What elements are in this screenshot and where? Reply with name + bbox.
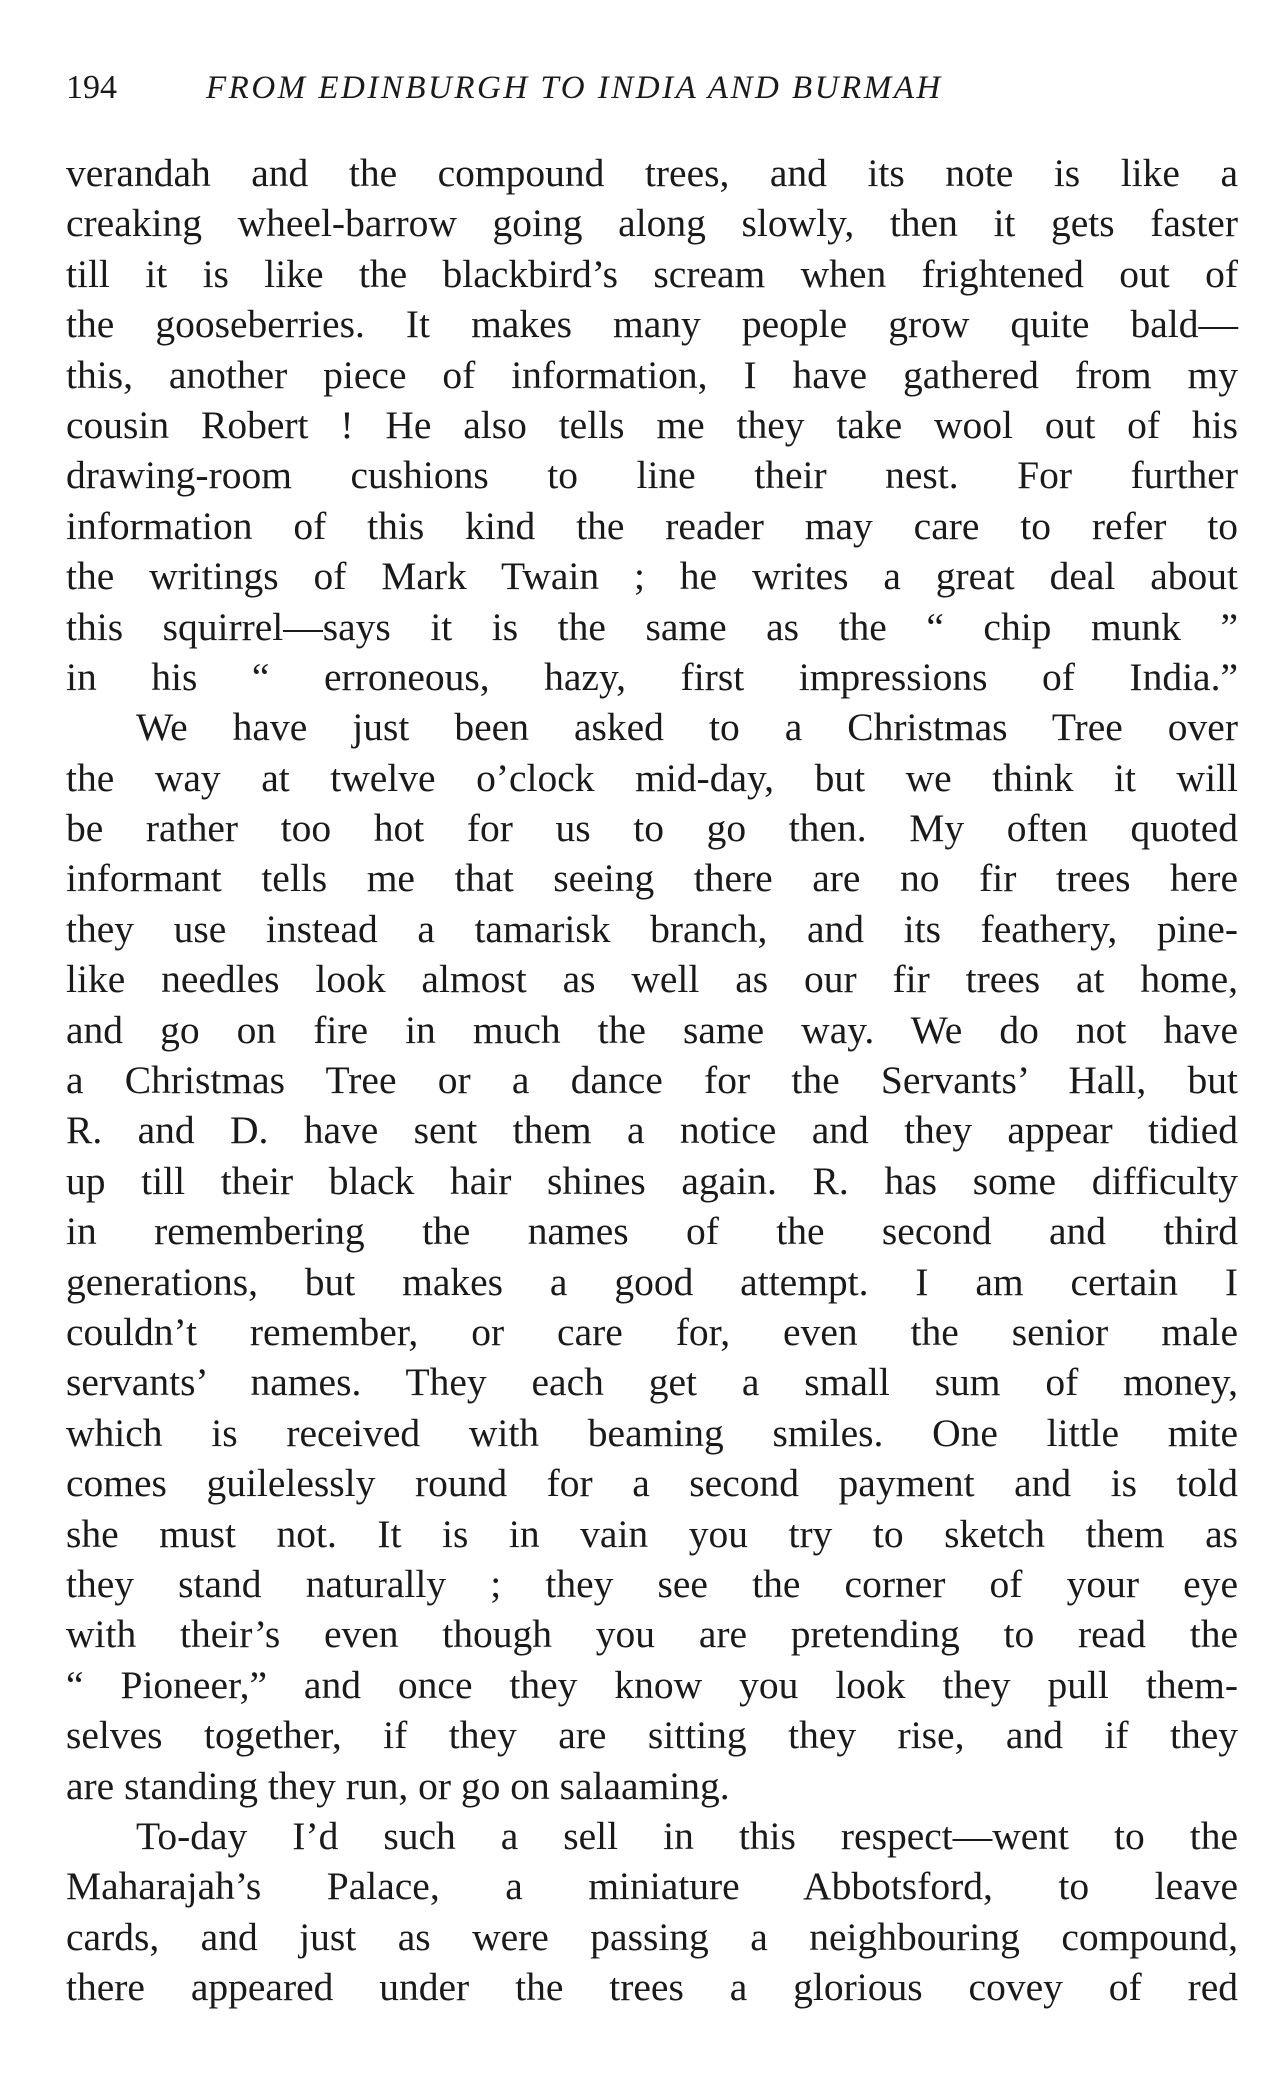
body-text [66, 148, 1238, 2012]
text-line: the gooseberries. It makes many people grow quite bald— [66, 302, 1238, 347]
text-line: the way at twelve o’clock mid-day, but we think it will [66, 755, 1238, 800]
text-line: To-day I’d such a sell in this respect—went to the [136, 1813, 1238, 1858]
text-line: there appeared under the trees a glorious covey of red [66, 1965, 1238, 2010]
text-line: they use instead a tamarisk branch, and its feathery, pine- [66, 906, 1238, 951]
text-line: Maharajah’s Palace, a miniature Abbotsford, to leave [66, 1864, 1238, 1909]
text-line: selves together, if they are sitting they rise, and if they [66, 1713, 1238, 1758]
text-line: they stand naturally ; they see the corner of your eye [66, 1561, 1238, 1606]
text-line: servants’ names. They each get a small sum of money, [66, 1360, 1238, 1405]
paragraph [66, 148, 1238, 702]
text-line: couldn’t remember, or care for, even the senior male [66, 1309, 1238, 1354]
text-line: informant tells me that seeing there are no fir trees here [66, 856, 1238, 901]
text-line: in his “ erroneous, hazy, first impressions of India.” [66, 654, 1238, 699]
text-line: and go on fire in much the same way. We do not have [66, 1007, 1238, 1052]
text-line: till it is like the blackbird’s scream when frightened out of [66, 251, 1238, 296]
text-line: are standing they run, or go on salaaming. [66, 1763, 730, 1808]
text-line: drawing-room cushions to line their nest. For further [66, 453, 1238, 498]
text-line: comes guilelessly round for a second payment and is told [66, 1461, 1238, 1506]
text-line: We have just been asked to a Christmas Tree over [136, 705, 1238, 750]
text-line: the writings of Mark Twain ; he writes a great deal about [66, 554, 1238, 599]
running-head [66, 66, 1226, 110]
text-line: be rather too hot for us to go then. My often quoted [66, 806, 1238, 851]
text-line: a Christmas Tree or a dance for the Servants’ Hall, but [66, 1058, 1238, 1103]
text-line: cousin Robert ! He also tells me they take wool out of his [66, 402, 1238, 447]
text-line: “ Pioneer,” and once they know you look they pull them- [66, 1662, 1238, 1707]
text-line: creaking wheel-barrow going along slowly, then it gets faster [66, 201, 1238, 246]
paragraph [66, 702, 1238, 1811]
text-line: this squirrel—says it is the same as the “ chip munk ” [66, 604, 1238, 649]
text-line: cards, and just as were passing a neighbouring compound, [66, 1914, 1238, 1959]
text-line: up till their black hair shines again. R. has some difficulty [66, 1158, 1238, 1203]
text-line: information of this kind the reader may care to refer to [66, 503, 1238, 548]
text-line: she must not. It is in vain you try to sketch them as [66, 1511, 1238, 1556]
text-line: verandah and the compound trees, and its note is like a [66, 151, 1238, 195]
page-number: 194 [66, 69, 117, 106]
text-line: this, another piece of information, I have gathered from my [66, 352, 1238, 397]
running-title: FROM EDINBURGH TO INDIA AND BURMAH [206, 70, 943, 106]
text-line: R. and D. have sent them a notice and they appear tidied [66, 1108, 1238, 1153]
text-line: in remembering the names of the second and third [66, 1209, 1238, 1254]
text-line: which is received with beaming smiles. One little mite [66, 1410, 1238, 1455]
text-line: with their’s even though you are pretending to read the [66, 1612, 1238, 1657]
paragraph [66, 1811, 1238, 2013]
text-line: like needles look almost as well as our fir trees at home, [66, 957, 1238, 1002]
text-line: generations, but makes a good attempt. I am certain I [66, 1259, 1238, 1304]
